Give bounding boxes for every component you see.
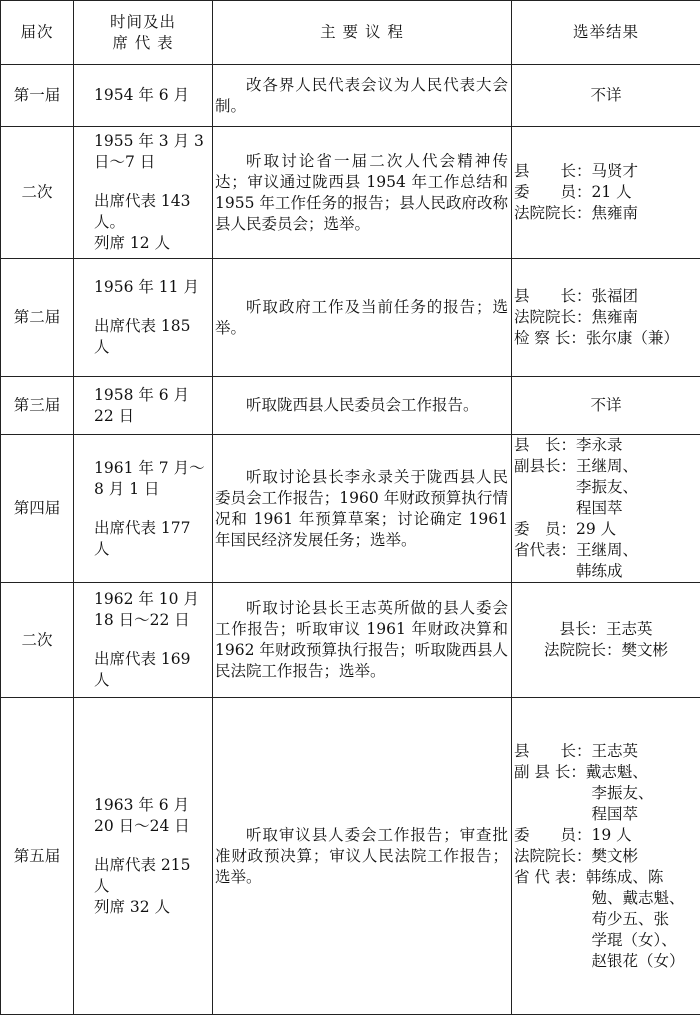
result-line: 法院院长：樊文彬	[543, 641, 668, 659]
result-line: 法院院长：焦雍南	[514, 204, 639, 222]
header-session: 届次	[1, 1, 74, 65]
session-cell: 二次	[1, 127, 74, 259]
time-line: 1958 年 6 月 22 日	[94, 385, 190, 425]
result-line: 省 代 表：韩练成、陈	[514, 867, 664, 886]
agenda-cell: 听取讨论县长李永录关于陇西县人民委员会工作报告；1960 年财政预算执行情况和 1961 年预算草案；讨论确定 1961 年国民经济发展任务；选举。	[213, 435, 512, 583]
result-line: 勉、戴志魁、	[514, 888, 685, 907]
result-cell	[512, 435, 700, 583]
time-line: 列席 32 人	[94, 897, 171, 916]
time-cell	[74, 127, 213, 259]
result-cell	[512, 698, 700, 1015]
header-time: 时间及出 席 代 表	[74, 1, 213, 65]
header-agenda: 主 要 议 程	[213, 1, 512, 65]
time-line: 1963 年 6 月 20 日～24 日	[94, 795, 190, 835]
result-line: 不详	[590, 86, 622, 104]
table-row	[1, 65, 700, 127]
time-cell	[74, 435, 213, 583]
agenda-cell: 改各界人民代表会议为人民代表大会制。	[213, 65, 512, 127]
result-line: 委 员：19 人	[514, 825, 632, 844]
session-cell: 第四届	[1, 435, 74, 583]
result-cell	[512, 65, 700, 127]
result-line: 苟少五、张	[514, 909, 670, 928]
session-cell: 二次	[1, 583, 74, 698]
agenda-cell: 听取陇西县人民委员会工作报告。	[213, 377, 512, 435]
table-row	[1, 583, 700, 698]
result-line: 李振友、	[514, 783, 654, 802]
result-line: 县 长：王志英	[514, 741, 639, 760]
result-line: 李振友、	[514, 478, 639, 496]
time-cell	[74, 377, 213, 435]
result-line: 委 员：21 人	[514, 183, 632, 201]
time-cell	[74, 698, 213, 1015]
table-row	[1, 127, 700, 259]
time-line: 出席代表 169 人	[94, 650, 191, 689]
time-line: 1961 年 7 月～8 月 1 日	[94, 458, 205, 498]
result-line: 韩练成	[514, 562, 623, 580]
header-row	[1, 1, 700, 65]
time-line: 出席代表 185 人	[94, 317, 191, 356]
result-line: 委 员：29 人	[514, 520, 617, 538]
result-line: 学琨（女）、	[514, 930, 677, 949]
result-line: 法院院长：樊文彬	[514, 846, 639, 865]
time-line: 列席 12 人	[94, 234, 171, 252]
result-cell	[512, 259, 700, 377]
result-line: 县 长：马贤才	[514, 162, 639, 180]
header-result: 选举结果	[512, 1, 700, 65]
result-line: 县长：王志英	[559, 620, 653, 638]
result-line: 县 长：张福团	[514, 287, 639, 305]
session-cell: 第一届	[1, 65, 74, 127]
result-line: 县 长：李永录	[514, 436, 623, 454]
result-line: 检 察 长：张尔康（兼）	[514, 329, 679, 347]
table-body	[1, 65, 700, 1015]
agenda-cell: 听取讨论省一届二次人代会精神传达；审议通过陇西县 1954 年工作总结和 1955 年工作任务的报告；县人民政府改称县人民委员会；选举。	[213, 127, 512, 259]
table-row	[1, 698, 700, 1015]
time-line: 1955 年 3 月 3 日～7 日	[94, 132, 204, 171]
table-row	[1, 259, 700, 377]
result-line: 程国萃	[514, 499, 623, 517]
agenda-cell: 听取讨论县长王志英所做的县人委会工作报告；听取审议 1961 年财政决算和 1962 年财政预算执行报告；听取陇西县人民法院工作报告；选举。	[213, 583, 512, 698]
result-line: 程国萃	[514, 804, 639, 823]
result-line: 法院院长：焦雍南	[514, 308, 639, 326]
result-cell	[512, 583, 700, 698]
result-cell	[512, 127, 700, 259]
result-line: 赵银花（女）	[514, 951, 685, 970]
result-cell	[512, 377, 700, 435]
result-line: 省代表：王继周、	[514, 541, 639, 559]
time-line: 1956 年 11 月	[94, 278, 199, 296]
time-cell	[74, 583, 213, 698]
time-line: 出席代表 215 人	[94, 855, 191, 895]
result-line: 不详	[590, 396, 622, 414]
time-line: 1954 年 6 月	[94, 86, 190, 104]
time-line: 出席代表 143 人。	[94, 192, 191, 231]
agenda-cell: 听取审议县人委会工作报告；审查批准财政预决算；审议人民法院工作报告；选举。	[213, 698, 512, 1015]
time-line: 1962 年 10 月 18 日～22 日	[94, 590, 199, 629]
session-cell: 第三届	[1, 377, 74, 435]
table-row	[1, 435, 700, 583]
session-cell: 第二届	[1, 259, 74, 377]
time-cell	[74, 259, 213, 377]
result-line: 副 县 长：戴志魁、	[514, 762, 648, 781]
time-line: 出席代表 177 人	[94, 518, 191, 558]
table-row	[1, 377, 700, 435]
agenda-cell: 听取政府工作及当前任务的报告；选举。	[213, 259, 512, 377]
result-line: 副县长：王继周、	[514, 457, 639, 475]
session-cell: 第五届	[1, 698, 74, 1015]
time-cell	[74, 65, 213, 127]
